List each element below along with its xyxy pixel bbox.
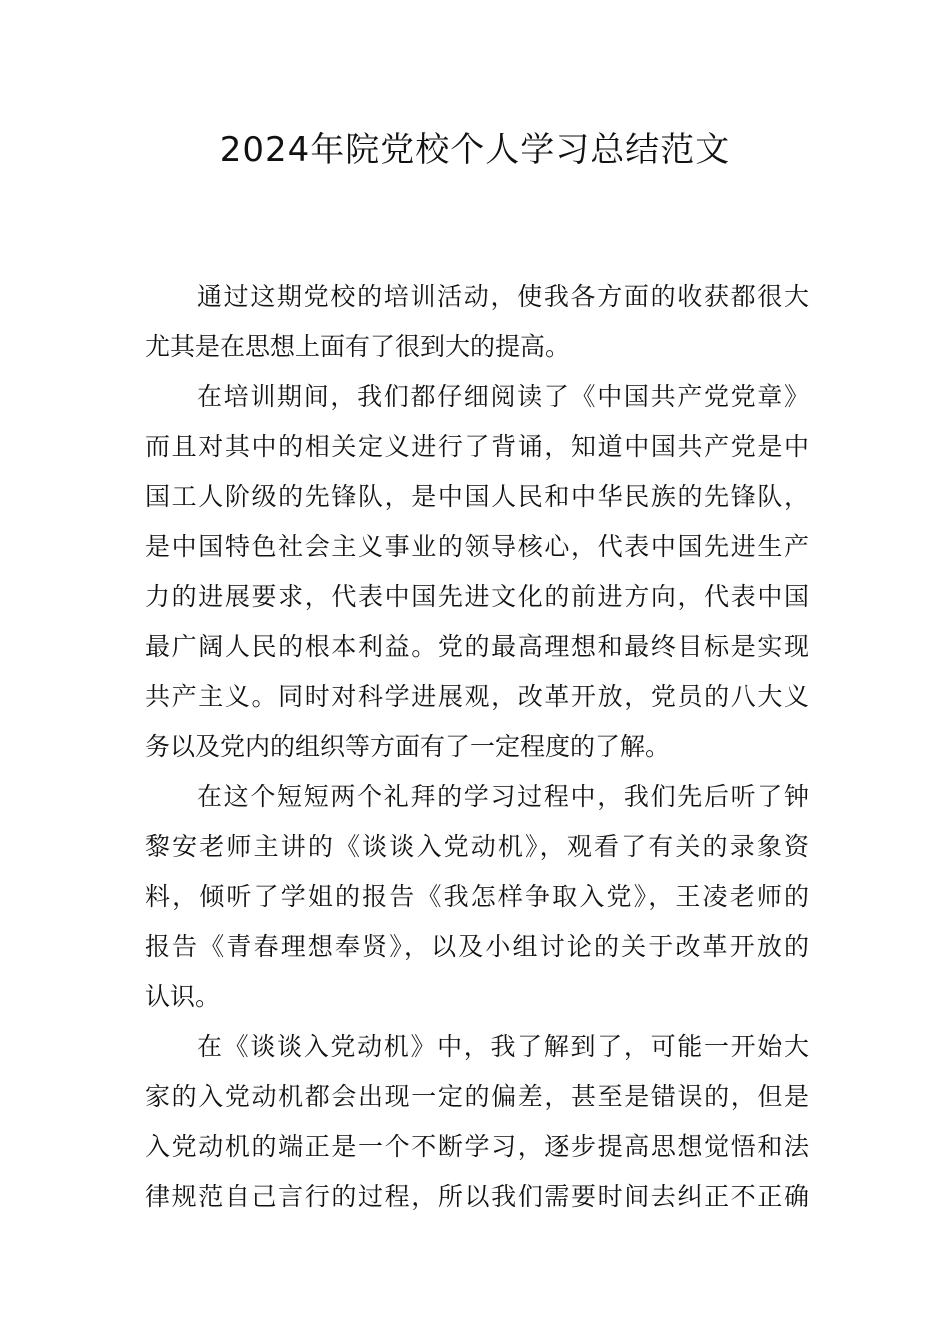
text-line: 家的入党动机都会出现一定的偏差，甚至是错误的，但是 bbox=[145, 1082, 809, 1111]
text-line: 在《谈谈入党动机》中，我了解到了，可能一开始大 bbox=[197, 1032, 809, 1061]
text-line: 律规范自己言行的过程，所以我们需要时间去纠正不正确 bbox=[145, 1182, 809, 1211]
text-line: 报告《青春理想奉贤》，以及小组讨论的关于改革开放的 bbox=[145, 932, 809, 961]
text-line: 黎安老师主讲的《谈谈入党动机》，观看了有关的录象资 bbox=[145, 832, 809, 861]
text-line: 尤其是在思想上面有了很到大的提高。 bbox=[145, 332, 571, 361]
document-title: 2024年院党校个人学习总结范文 bbox=[219, 130, 731, 170]
text-line: 最广阔人民的根本利益。党的最高理想和最终目标是实现 bbox=[145, 632, 809, 661]
document-body bbox=[145, 272, 809, 1222]
text-line: 务以及党内的组织等方面有了一定程度的了解。 bbox=[145, 732, 671, 761]
text-line: 通过这期党校的培训活动，使我各方面的收获都很大 bbox=[197, 282, 809, 311]
text-line: 而且对其中的相关定义进行了背诵，知道中国共产党是中 bbox=[145, 432, 809, 461]
text-line: 力的进展要求，代表中国先进文化的前进方向，代表中国 bbox=[145, 582, 809, 611]
text-line: 国工人阶级的先锋队，是中国人民和中华民族的先锋队， bbox=[145, 482, 809, 511]
text-line: 共产主义。同时对科学进展观，改革开放，党员的八大义 bbox=[145, 682, 809, 711]
text-line: 是中国特色社会主义事业的领导核心，代表中国先进生产 bbox=[145, 532, 809, 561]
text-line: 料，倾听了学姐的报告《我怎样争取入党》，王凌老师的 bbox=[145, 882, 809, 911]
text-line: 在这个短短两个礼拜的学习过程中，我们先后听了钟 bbox=[197, 782, 809, 811]
text-line: 在培训期间，我们都仔细阅读了《中国共产党党章》 bbox=[197, 382, 809, 411]
text-line: 入党动机的端正是一个不断学习，逐步提高思想觉悟和法 bbox=[145, 1132, 809, 1161]
text-line: 认识。 bbox=[145, 982, 221, 1011]
